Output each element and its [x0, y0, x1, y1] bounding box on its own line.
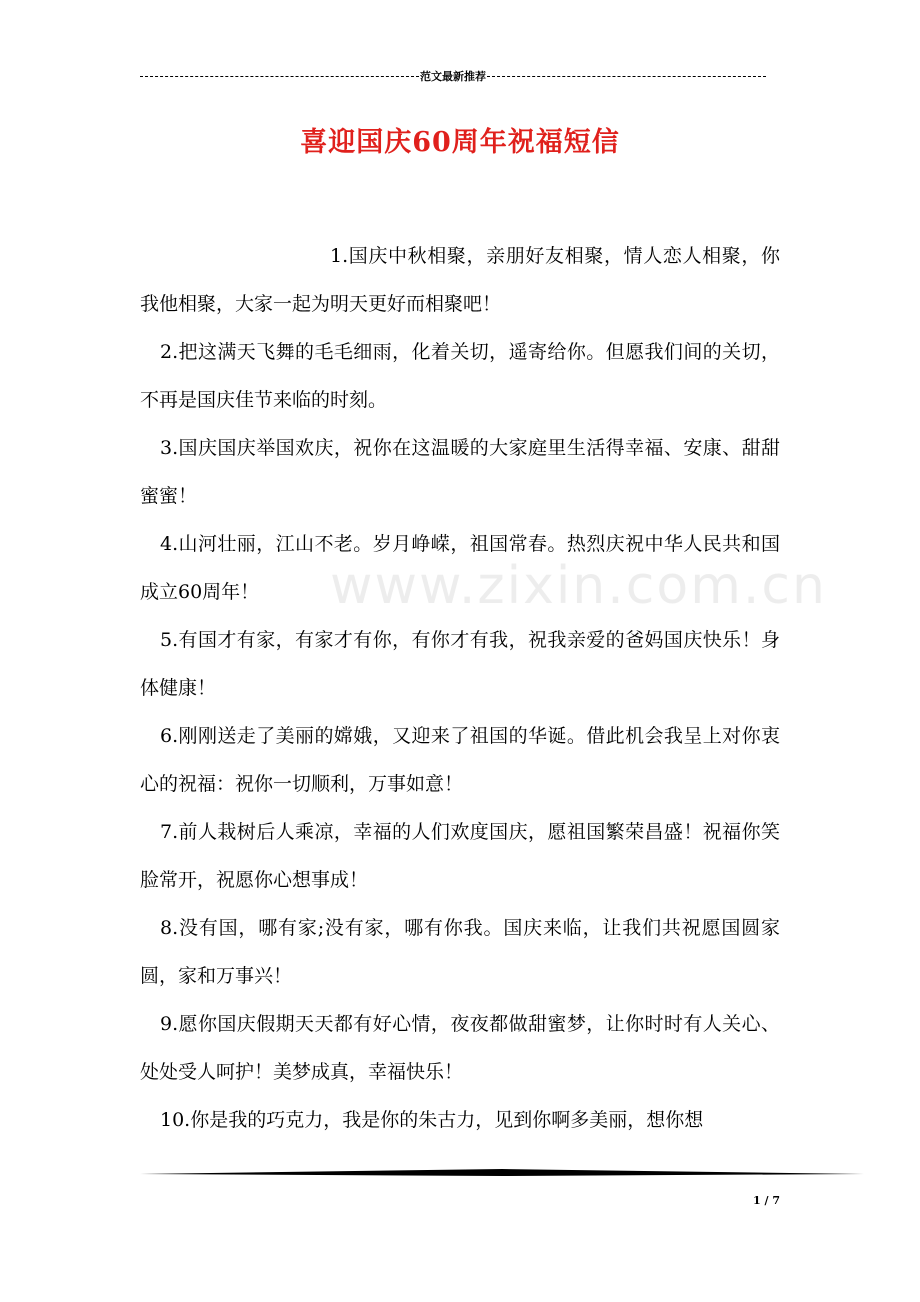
- paragraph-1: 1.国庆中秋相聚，亲朋好友相聚，情人恋人相聚，你我他相聚，大家一起为明天更好而相聚吧！: [140, 245, 780, 315]
- paragraph-8: 8.没有国，哪有家;没有家，哪有你我。国庆来临，让我们共祝愿国圆家圆，家和万事兴！: [140, 917, 780, 987]
- paragraph-2: 2.把这满天飞舞的毛毛细雨，化着关切，遥寄给你。但愿我们间的关切，不再是国庆佳节来临的时刻。: [140, 341, 780, 411]
- document-body: [140, 232, 780, 1144]
- paragraph-4: 4.山河壮丽，江山不老。岁月峥嵘，祖国常春。热烈庆祝中华人民共和国成立60周年！: [140, 533, 780, 603]
- header-label: 范文最新推荐: [420, 70, 486, 83]
- paragraph-5: 5.有国才有家，有家才有你，有你才有我，祝我亲爱的爸妈国庆快乐！身体健康！: [140, 629, 780, 699]
- document-title: 喜迎国庆60周年祝福短信: [300, 127, 620, 158]
- paragraph-10: 10.你是我的巧克力，我是你的朱古力，见到你啊多美丽，想你想: [160, 1109, 704, 1131]
- paragraph-3: 3.国庆国庆举国欢庆，祝你在这温暖的大家庭里生活得幸福、安康、甜甜蜜蜜！: [140, 437, 780, 507]
- watermark: www.zixin.com.cn: [330, 556, 827, 616]
- footer-rule: [140, 1167, 864, 1181]
- page-number: 1 / 7: [753, 1194, 780, 1207]
- header-dash-right: [487, 76, 766, 77]
- paragraph-7: 7.前人栽树后人乘凉，幸福的人们欢度国庆，愿祖国繁荣昌盛！祝福你笑脸常开，祝愿你心想事成！: [140, 821, 780, 891]
- page-header: [140, 68, 766, 84]
- paragraph-9: 9.愿你国庆假期天天都有好心情，夜夜都做甜蜜梦，让你时时有人关心、处处受人呵护！美梦成真，幸福快乐！: [140, 1013, 780, 1083]
- paragraph-6: 6.刚刚送走了美丽的嫦娥，又迎来了祖国的华诞。借此机会我呈上对你衷心的祝福：祝你一切顺利，万事如意！: [140, 725, 780, 795]
- header-dash-left: [140, 76, 419, 77]
